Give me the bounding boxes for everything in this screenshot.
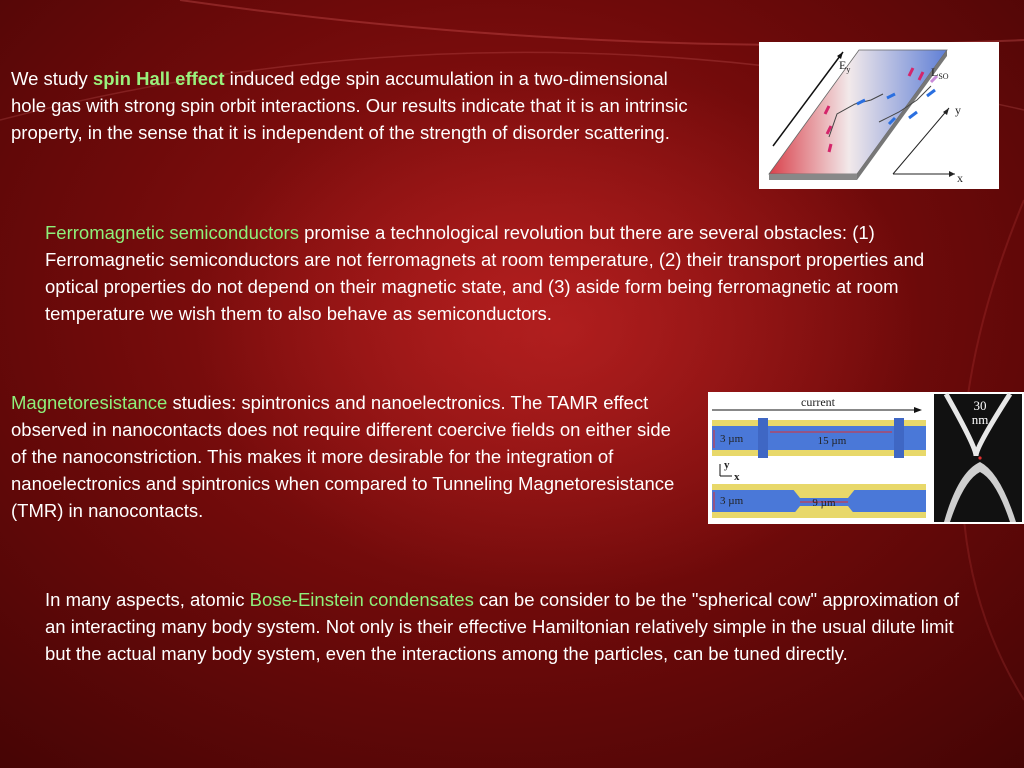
axis-y-label: y <box>955 103 961 117</box>
bottom-device <box>712 484 926 518</box>
bottom-length-label: 9 µm <box>812 497 836 509</box>
slab-edge <box>769 174 857 180</box>
paragraph-bose-einstein <box>45 586 965 667</box>
p4-prefix: In many aspects, atomic <box>45 589 250 610</box>
scale-value: 30 <box>973 398 987 413</box>
nanoconstriction-micrograph <box>934 394 1022 522</box>
p1-prefix: We study <box>11 68 93 89</box>
scale-unit: nm <box>971 412 989 427</box>
spin-hall-figure <box>759 42 999 189</box>
p4-suffix: can be consider to be the "spherical cow" approximation of an interacting many body system. Not only is their effective Hamiltonian relatively simple in the usual dilute limit but the actual many body system, even the interactions among the particles, can be tuned directly. <box>45 589 959 664</box>
p2-suffix: promise a technological revolution but there are several obstacles: (1) Ferromagnetic semiconductors are not ferromagnets at room temperature, (2) their transport properties and optical properties do not depend on their magnetic state, and (3) aside form being ferromagnetic at room temperature we wish them to also behave as semiconductors. <box>45 222 925 324</box>
length-label: $L_{SO}$ <box>931 65 949 81</box>
top-length-label: 15 µm <box>817 435 847 447</box>
current-label: current <box>801 395 835 409</box>
spin-hall-highlight: spin Hall effect <box>92 68 225 89</box>
field-label: $E_y$ <box>839 58 851 74</box>
ferromagnetic-highlight: Ferromagnetic semiconductors <box>45 222 299 243</box>
bose-einstein-highlight: Bose-Einstein condensates <box>249 589 474 610</box>
nanocontact-figure <box>708 392 1024 524</box>
paragraph-magnetoresistance <box>11 389 691 524</box>
p1-suffix: induced edge spin accumulation in a two-dimensional hole gas with strong spin orbit interactions. Our results indicate that it is an intrinsic property, in the sense that it is independent of the strength of disorder scattering. <box>11 68 688 143</box>
slab-shape <box>769 50 947 174</box>
magnetoresistance-highlight: Magnetoresistance <box>11 392 168 413</box>
paragraph-ferromagnetic <box>45 219 965 327</box>
nanocontact-diagram <box>708 392 1024 524</box>
spin-hall-diagram <box>759 42 999 189</box>
axis-y-label-2: y <box>724 459 730 471</box>
paragraph-spin-hall <box>11 65 701 146</box>
top-width-label: 3 µm <box>720 433 744 445</box>
axis-x-label: x <box>957 171 963 185</box>
axis-x-label-2: x <box>734 471 740 483</box>
bottom-width-label: 3 µm <box>720 495 744 507</box>
p3-suffix: studies: spintronics and nanoelectronics. The TAMR effect observed in nanocontacts does not require different coercive fields on either side of the nanoconstriction. This makes it more desirable for the integration of nanoelectronics and spintronics when compared to Tunneling Magnetoresistance (TMR) in nanocontacts. <box>11 392 675 521</box>
